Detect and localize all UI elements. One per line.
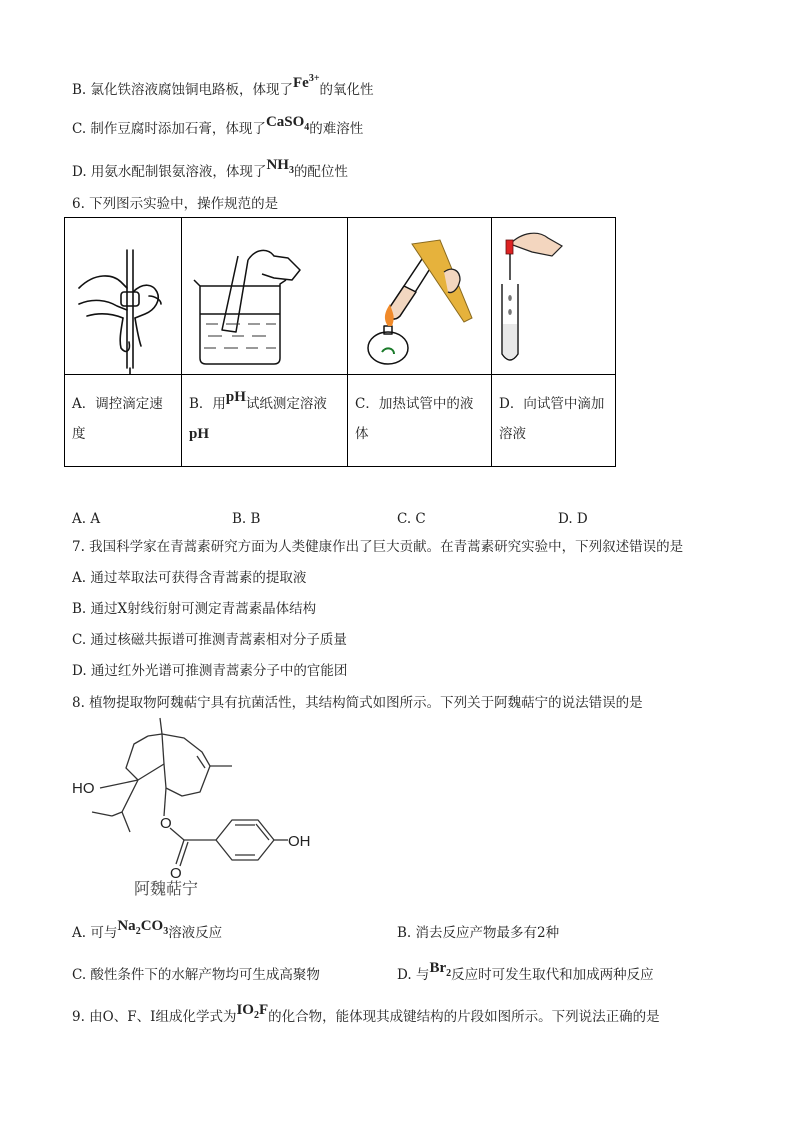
cell-d-caption: D．向试管中滴加 溶液: [492, 375, 616, 467]
q5-option-c: C. 制作豆腐时添加石膏，体现了CaSO$_4$的难溶性: [72, 114, 364, 137]
q6-option-c: C. C: [397, 511, 426, 527]
q8-option-a: A. 可与$Na_2CO_3$溶液反应: [72, 918, 223, 941]
struct-o-label: O: [160, 815, 172, 832]
q8-option-c: C. 酸性条件下的水解产物均可生成高聚物: [72, 967, 320, 983]
cell-b-image: [182, 218, 348, 375]
cell-b-caption: B．用pH试纸测定溶液 pH: [182, 375, 348, 467]
q8-option-d: D. 与$Br_2$反应时可发生取代和加成两种反应: [397, 960, 654, 983]
q5-option-c-text: C. 制作豆腐时添加石膏，体现了: [72, 121, 266, 137]
ph-formula: pH: [225, 389, 246, 405]
br2-formula: $Br_2$: [429, 960, 452, 979]
cell-d-image: [492, 218, 616, 375]
q7-option-c: C. 通过核磁共振谱可推测青蒿素相对分子质量: [72, 632, 347, 648]
q8-option-b: B. 消去反应产物最多有2种: [397, 925, 560, 941]
cell-c-image: [348, 218, 492, 375]
struct-o2-label: O: [170, 865, 182, 882]
q5-option-d: D. 用氨水配制银氨溶液，体现了$NH_3$的配位性: [72, 157, 348, 180]
fe3-formula: $Fe^{3+}$: [293, 73, 320, 91]
ph-paper-beaker-image: [182, 218, 347, 374]
q6-option-b: B. B: [232, 511, 261, 527]
q7-stem: 7. 我国科学家在青蒿素研究方面为人类健康作出了巨大贡献。在青蒿素研究实验中，下列叙述错误的是: [72, 539, 684, 555]
titration-hand-image: [65, 218, 181, 374]
q8-stem: 8. 植物提取物阿魏萜宁具有抗菌活性，其结构简式如图所示。下列关于阿魏萜宁的说法错误的是: [72, 695, 643, 711]
q8-structure-diagram: [64, 716, 334, 906]
q9-stem: 9. 由O、F、I组成化学式为$IO_2F$的化合物，能体现其成键结构的片段如图所示。下列说法正确的是: [72, 1002, 660, 1025]
na2co3-formula: $Na_2CO_3$: [117, 918, 169, 937]
struct-oh-label: OH: [288, 833, 311, 850]
q5-option-d-text: D. 用氨水配制银氨溶液，体现了: [72, 164, 267, 180]
cell-c-caption: C．加热试管中的液 体: [348, 375, 492, 467]
caso4-formula: CaSO$_4$: [265, 114, 310, 133]
dropper-test-tube-image: [492, 218, 615, 374]
q5-option-b-text: B. 氯化铁溶液腐蚀铜电路板，体现了: [72, 82, 294, 98]
io2f-formula: $IO_2F$: [236, 1002, 269, 1021]
q6-option-d: D. D: [558, 511, 588, 527]
heating-test-tube-image: [348, 218, 491, 374]
q5-option-b: B. 氯化铁溶液腐蚀铜电路板，体现了$Fe^{3+}$的氧化性: [72, 73, 374, 98]
q6-option-a: A. A: [72, 511, 101, 527]
cell-a-caption: A．调控滴定速 度: [65, 375, 182, 467]
struct-name-label: 阿魏萜宁: [134, 879, 199, 898]
nh3-formula: $NH_3$: [266, 157, 294, 176]
q7-option-d: D. 通过红外光谱可推测青蒿素分子中的官能团: [72, 663, 348, 679]
q7-option-b: B. 通过X射线衍射可测定青蒿素晶体结构: [72, 601, 317, 617]
struct-ho-label: HO: [72, 780, 95, 797]
q6-stem: 6. 下列图示实验中，操作规范的是: [72, 196, 279, 212]
cell-a-image: [65, 218, 182, 375]
q7-option-a: A. 通过萃取法可获得含青蒿素的提取液: [72, 570, 307, 586]
q6-experiment-table: [64, 217, 616, 467]
ph-formula-2: pH: [189, 426, 210, 442]
